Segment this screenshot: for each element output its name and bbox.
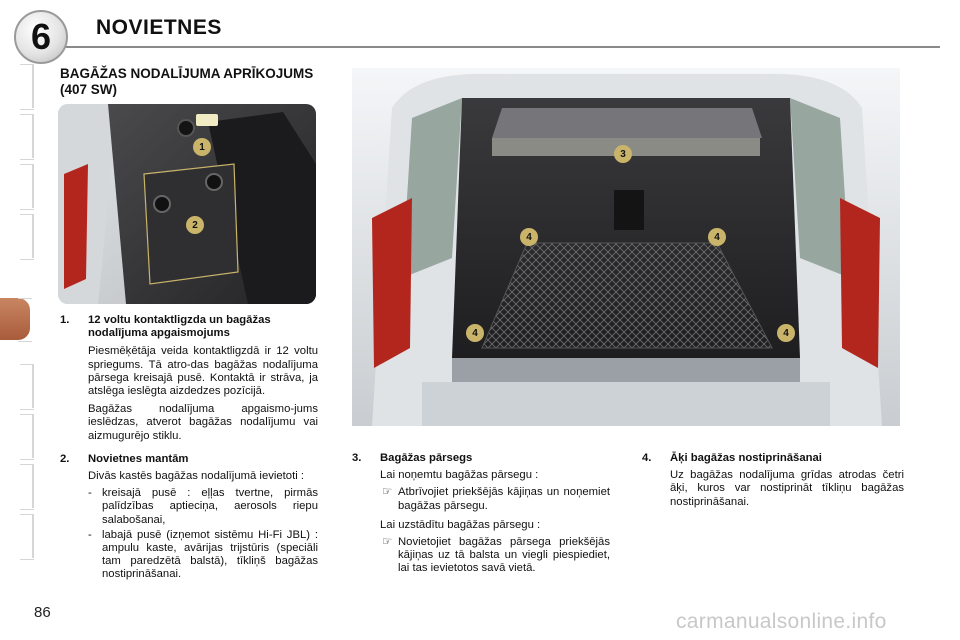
- item-1-number: 1.: [60, 314, 70, 326]
- chapter-tab[interactable]: [0, 514, 34, 558]
- item-2-dash-2: labajā pusē (izņemot sistēmu Hi-Fi JBL) : ampulu kaste, avārijas trijstūris (speciāli tam paredzētā balstā), tīkliņš bagāžas nostiprināšanai.: [102, 528, 318, 581]
- item-3-bullet-2: Novietojiet bagāžas pārsega priekšējās kājiņas uz tā balsta un viegli piespiediet, lai tas ievietotos savā vietā.: [398, 536, 610, 575]
- callout-2: 2: [186, 216, 204, 234]
- item-3-intro-2: Lai uzstādītu bagāžas pārsegu :: [380, 518, 541, 531]
- watermark: carmanualsonline.info: [676, 610, 887, 633]
- item-2-heading: [60, 453, 318, 466]
- item-4-heading: [642, 452, 904, 465]
- pointing-hand-icon: ☞: [382, 536, 393, 549]
- item-3-bullet: [382, 486, 610, 512]
- item-3-heading: [352, 452, 610, 465]
- item-3-bullet-1: Atbrīvojiet priekšējās kājiņas un noņemiet bagāžas pārsegu.: [398, 486, 610, 512]
- page-number: 86: [34, 604, 51, 621]
- item-2-list-item: [88, 529, 318, 582]
- item-2-list-item: [88, 487, 318, 527]
- item-1-paragraph-2: Bagāžas nodalījuma apgaismo-jums ieslēdzas, atverot bagāžas nodalījumu vai aizmugurējo stiklu.: [88, 403, 318, 442]
- item-2-number: 2.: [60, 452, 70, 465]
- chapter-tab[interactable]: [0, 164, 34, 208]
- trunk-side-photo: [58, 104, 316, 304]
- callout-4: 4: [466, 324, 484, 342]
- chapter-tab[interactable]: [0, 114, 34, 158]
- item-3-intro-1: Lai noņemtu bagāžas pārsegu :: [380, 469, 539, 482]
- text-column-middle: [352, 452, 610, 576]
- callout-3: 3: [614, 145, 632, 163]
- chapter-badge: [14, 10, 68, 64]
- trunk-rear-illustration: [352, 68, 900, 426]
- header-rule: [60, 46, 940, 48]
- chapter-title: NOVIETNES: [96, 16, 222, 39]
- item-2-dash-1: kreisajā pusē : eļļas tvertne, pirmās palīdzības aptieciņa, aerosols riepu salabošanai,: [102, 487, 318, 526]
- chapter-tabs: [0, 64, 34, 264]
- chapter-tabs-lower: [0, 364, 34, 564]
- chapter-tab[interactable]: [0, 414, 34, 458]
- callout-4: 4: [520, 228, 538, 246]
- text-column-right: [642, 452, 904, 509]
- item-1-title: 12 voltu kontaktligzda un bagāžas nodalījuma apgaismojums: [88, 314, 271, 340]
- trunk-side-illustration: [58, 104, 316, 304]
- item-1-heading: [60, 314, 318, 340]
- item-3-title: Bagāžas pārsegs: [380, 452, 473, 464]
- chapter-tab[interactable]: [0, 364, 34, 408]
- pointing-hand-icon: ☞: [382, 486, 393, 499]
- section-title: BAGĀŽAS NODALĪJUMA APRĪKOJUMS (407 SW): [60, 66, 314, 97]
- text-column-left: [60, 314, 318, 582]
- item-1-paragraph-1: Piesmēķētāja veida kontaktligzdā ir 12 voltu spriegums. Tā atro-das bagāžas nodalījuma pārsega kreisajā pusē. Kontaktā ir strāva, ja atslēga ieslēgta aizdedzes pozīcijā.: [88, 345, 318, 398]
- item-4-title: Āķi bagāžas nostiprināšanai: [670, 452, 822, 464]
- item-3-number: 3.: [352, 452, 362, 464]
- callout-4: 4: [777, 324, 795, 342]
- dash-symbol: -: [88, 487, 92, 500]
- item-2-intro: Divās kastēs bagāžas nodalījumā ievietoti :: [88, 470, 305, 483]
- item-2-title: Novietnes mantām: [88, 452, 189, 465]
- callout-4: 4: [708, 228, 726, 246]
- item-3-bullet: [382, 536, 610, 576]
- trunk-rear-photo: [352, 68, 900, 426]
- callout-1: 1: [193, 138, 211, 156]
- chapter-number: 6: [30, 16, 52, 57]
- chapter-tab[interactable]: [0, 464, 34, 508]
- chapter-tab-active[interactable]: [0, 298, 30, 340]
- chapter-tab[interactable]: [0, 64, 34, 108]
- chapter-tab[interactable]: [0, 214, 34, 258]
- item-4-number: 4.: [642, 452, 652, 464]
- dash-symbol: -: [88, 528, 92, 541]
- item-4-paragraph: Uz bagāžas nodalījuma grīdas atrodas četri āķi, kuros var nostiprināt tīkliņu bagāžas nostiprināšanai.: [670, 469, 904, 508]
